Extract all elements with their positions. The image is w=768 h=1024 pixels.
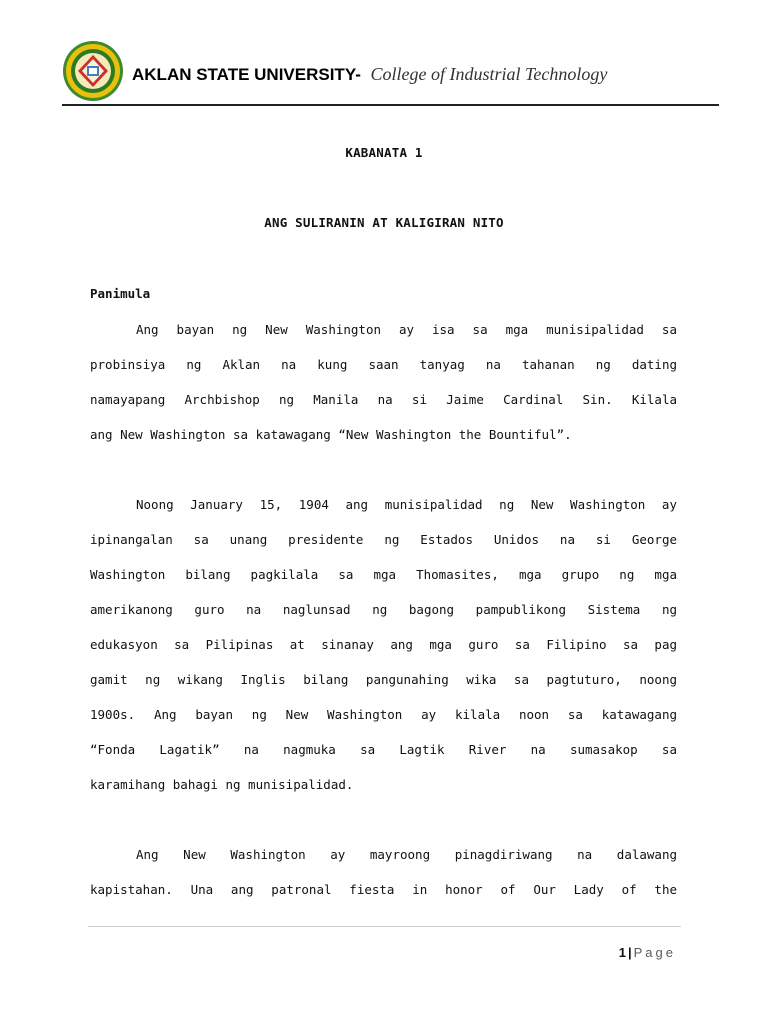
text-line: “Fonda Lagatik” na nagmuka sa Lagtik River na sumasakop sa bbox=[90, 742, 677, 757]
text-line: karamihang bahagi ng munisipalidad. bbox=[90, 777, 354, 792]
document-header bbox=[0, 0, 768, 110]
header-title bbox=[132, 64, 607, 85]
text-line: Noong January 15, 1904 ang munisipalidad ng New Washington ay bbox=[136, 497, 677, 512]
text-line: kapistahan. Una ang patronal fiesta in honor of Our Lady of the bbox=[90, 882, 677, 897]
text-line: amerikanong guro na naglunsad ng bagong pampublikong Sistema ng bbox=[90, 602, 677, 617]
header-divider bbox=[62, 104, 719, 106]
text-line: gamit ng wikang Inglis bilang pangunahing wika sa pagtuturo, noong bbox=[90, 672, 677, 687]
page-number-separator: | bbox=[627, 945, 632, 960]
text-line: 1900s. Ang bayan ng New Washington ay kilala noon sa katawagang bbox=[90, 707, 677, 722]
text-line: Washington bilang pagkilala sa mga Thomasites, mga grupo ng mga bbox=[90, 567, 677, 582]
text-line: edukasyon sa Pilipinas at sinanay ang mga guro sa Filipino sa pag bbox=[90, 637, 677, 652]
footer-divider bbox=[88, 926, 681, 927]
university-seal-logo bbox=[62, 40, 124, 102]
college-name: College of Industrial Technology bbox=[370, 64, 608, 84]
text-line: namayapang Archbishop ng Manila na si Jaime Cardinal Sin. Kilala bbox=[90, 392, 677, 407]
page-number-value: 1 bbox=[618, 945, 626, 960]
section-title: ANG SULIRANIN AT KALIGIRAN NITO bbox=[264, 215, 504, 230]
section-heading: Panimula bbox=[90, 286, 151, 301]
text-line: Ang New Washington ay mayroong pinagdiriwang na dalawang bbox=[136, 847, 677, 862]
chapter-title: KABANATA 1 bbox=[345, 145, 423, 160]
text-line: Ang bayan ng New Washington ay isa sa mga munisipalidad sa bbox=[136, 322, 677, 337]
text-line: ipinangalan sa unang presidente ng Estados Unidos na si George bbox=[90, 532, 677, 547]
university-name: AKLAN STATE UNIVERSITY- bbox=[132, 65, 361, 84]
text-line: probinsiya ng Aklan na kung saan tanyag na tahanan ng dating bbox=[90, 357, 677, 372]
page-number bbox=[619, 945, 676, 960]
page-label: Page bbox=[633, 945, 676, 960]
text-line: ang New Washington sa katawagang “New Washington the Bountiful”. bbox=[90, 427, 572, 442]
